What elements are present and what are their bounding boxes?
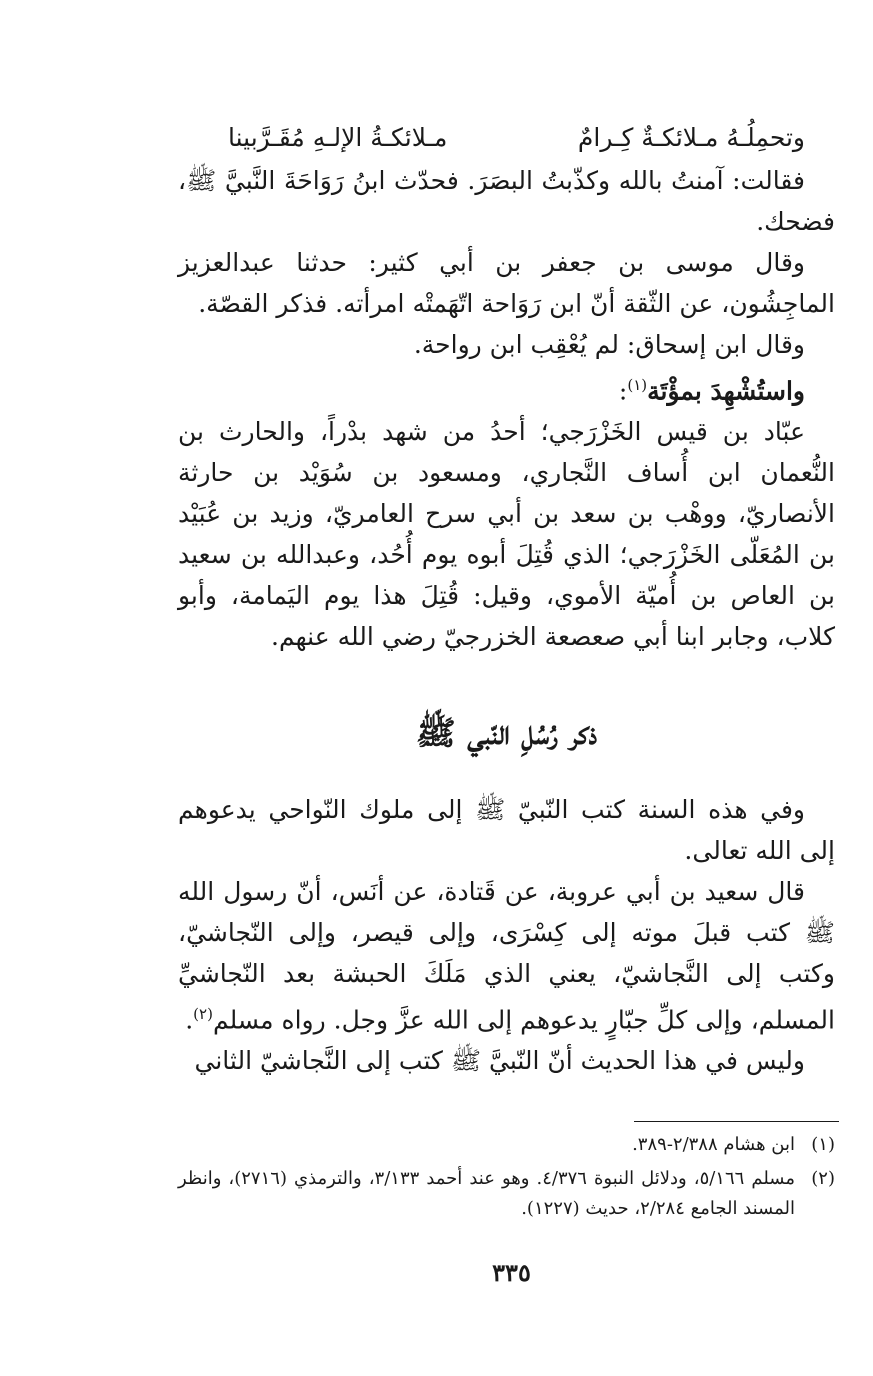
text-block-top (178, 160, 835, 657)
page-number: ٣٣٥ (492, 1258, 531, 1287)
said-narration-text: قال سعيد بن أبي عروبة، عن قَتادة، عن أنَس، أنّ رسول الله ﷺ كتب قبلَ موته إلى كِسْرَى، وإلى قيصر، وإلى النّجاشيّ، وكتب إلى النَّجاشيّ، يعني الذي مَلَكَ الحبشة بعد النّجاشيِّ المسلم، وإلى كلِّ جبّارٍ يدعوهم إلى الله عزَّ وجل. رواه مسلم (178, 877, 835, 1035)
martyrs-heading-colon: : (618, 376, 628, 406)
paragraph-martyrs-list: عبّاد بن قيس الخَزْرَجي؛ أحدُ من شهد بدْراً، والحارث بن النُّعمان ابن أُساف النَّجاري، ومسعود بن سُوَيْد بن حارثة الأنصاريّ، ووهْب بن سعد بن أبي سرح العامريّ، وزيد بن عُبَيْد بن المُعَلّى الخَزْرَجي؛ الذي قُتِلَ أبوه يوم أُحُد، وعبدالله بن سعيد بن العاص بن أُميّة الأموي، وقيل: قُتِلَ هذا يوم اليَمامة، وأبو كلاب، وجابر ابنا أبي صعصعة الخزرجيّ رضي الله عنهم. (178, 417, 835, 652)
footnote-2 (178, 1164, 835, 1224)
footnote-text: ابن هشام ٢/٣٨٨-٣٨٩. (632, 1134, 795, 1155)
paragraph-said-narration (178, 871, 835, 1040)
footnote-text: مسلم ٥/١٦٦، ودلائل النبوة ٤/٣٧٦. وهو عند أحمد ٣/١٣٣، والترمذي (٢٧١٦)، وانظر المسند الجامع ٢/٢٨٤، حديث (١٢٢٧). (178, 1168, 795, 1219)
footnote-ref-1: (١) (627, 376, 648, 394)
footnotes (178, 1130, 835, 1228)
text-block-bottom (178, 789, 835, 1081)
poem-verse (178, 117, 835, 159)
paragraph-letters-intro: وفي هذه السنة كتب النّبيّ ﷺ إلى ملوك النّواحي يدعوهم إلى الله تعالى. (178, 795, 835, 865)
footnote-1 (178, 1130, 835, 1160)
paragraph-martyrs-heading (178, 365, 835, 411)
poem-hemistich-right: وتحمِلُـهُ مـلائكـةٌ كِـرامٌ (577, 123, 805, 152)
martyrs-heading: واستُشْهِدَ بمؤْتَة (647, 376, 805, 406)
paragraph-ibn-rawaha-laugh: فقالت: آمنتُ بالله وكذّبتُ البصَرَ. فحدّث ابنُ رَوَاحَةَ النَّبيَّ ﷺ، فضحك. (178, 166, 835, 236)
paragraph-musa-narration: وقال موسى بن جعفر بن أبي كثير: حدثنا عبدالعزيز الماجِشُون، عن الثّقة أنّ ابن رَوَاحة اتّهَمتْه امرأته. فذكر القصّة. (178, 248, 835, 318)
paragraph-najashi-note: وليس في هذا الحديث أنّ النّبيَّ ﷺ كتب إلى النَّجاشيّ الثاني (194, 1046, 805, 1076)
footnote-divider (634, 1121, 839, 1122)
footnote-number: (٢) (811, 1168, 835, 1189)
footnote-ref-2: (٢) (193, 1005, 213, 1023)
paragraph-ibn-ishaq: وقال ابن إسحاق: لم يُعْقِب ابن رواحة. (413, 330, 805, 359)
poem-hemistich-left: مـلائكـةُ الإلـهِ مُقَـرَّبينا (228, 123, 448, 152)
footnote-number: (١) (811, 1134, 835, 1155)
said-narration-end: . (185, 1005, 194, 1035)
chapter-title: ذكر رُسُلِ النّبي ﷺ (415, 713, 598, 752)
